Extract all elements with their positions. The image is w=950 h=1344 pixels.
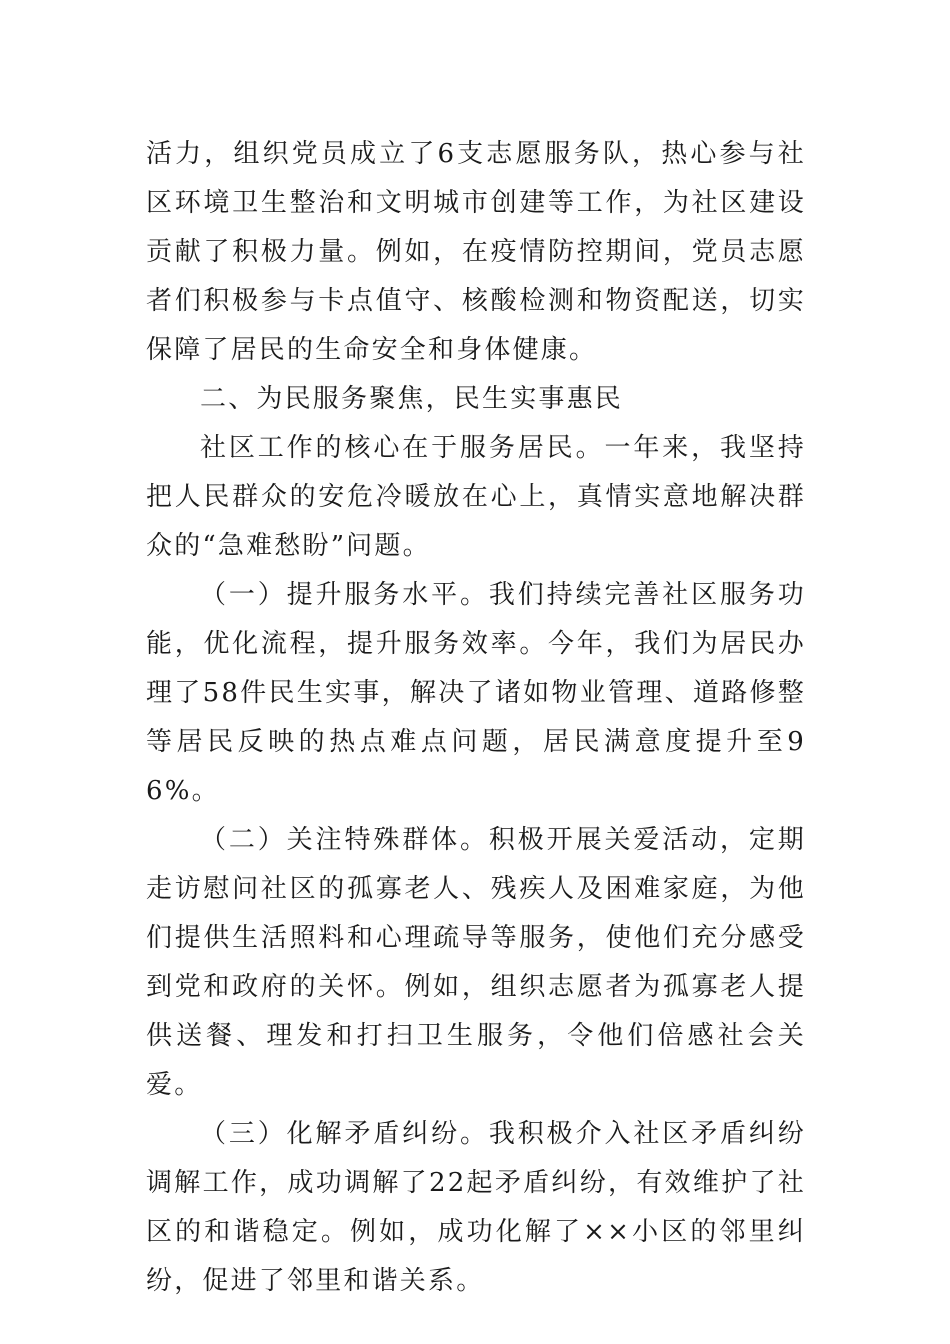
paragraph-service-level: （一）提升服务水平。我们持续完善社区服务功能，优化流程，提升服务效率。今年，我们为居民办理了58件民生实事，解决了诸如物业管理、道路修整等居民反映的热点难点问题，居民满意度提升至96%。 xyxy=(146,580,806,806)
paragraph-dispute-resolution: （三）化解矛盾纠纷。我积极介入社区矛盾纠纷调解工作，成功调解了22起矛盾纠纷，有效维护了社区的和谐稳定。例如，成功化解了××小区的邻里纠纷，促进了邻里和谐关系。 xyxy=(146,1119,806,1296)
document-body xyxy=(146,130,806,1306)
paragraph-special-groups: （二）关注特殊群体。积极开展关爱活动，定期走访慰问社区的孤寡老人、残疾人及困难家庭，为他们提供生活照料和心理疏导等服务，使他们充分感受到党和政府的关怀。例如，组织志愿者为孤寡老人提供送餐、理发和打扫卫生服务，令他们倍感社会关爱。 xyxy=(146,825,806,1100)
paragraph-volunteer-teams: 活力，组织党员成立了6支志愿服务队，热心参与社区环境卫生整治和文明城市创建等工作，为社区建设贡献了积极力量。例如，在疫情防控期间，党员志愿者们积极参与卡点值守、核酸检测和物资配送，切实保障了居民的生命安全和身体健康。 xyxy=(146,139,806,365)
paragraph-service-core: 社区工作的核心在于服务居民。一年来，我坚持把人民群众的安危冷暖放在心上，真情实意地解决群众的“急难愁盼”问题。 xyxy=(146,433,806,561)
section-heading-2: 二、为民服务聚焦，民生实事惠民 xyxy=(200,384,624,414)
